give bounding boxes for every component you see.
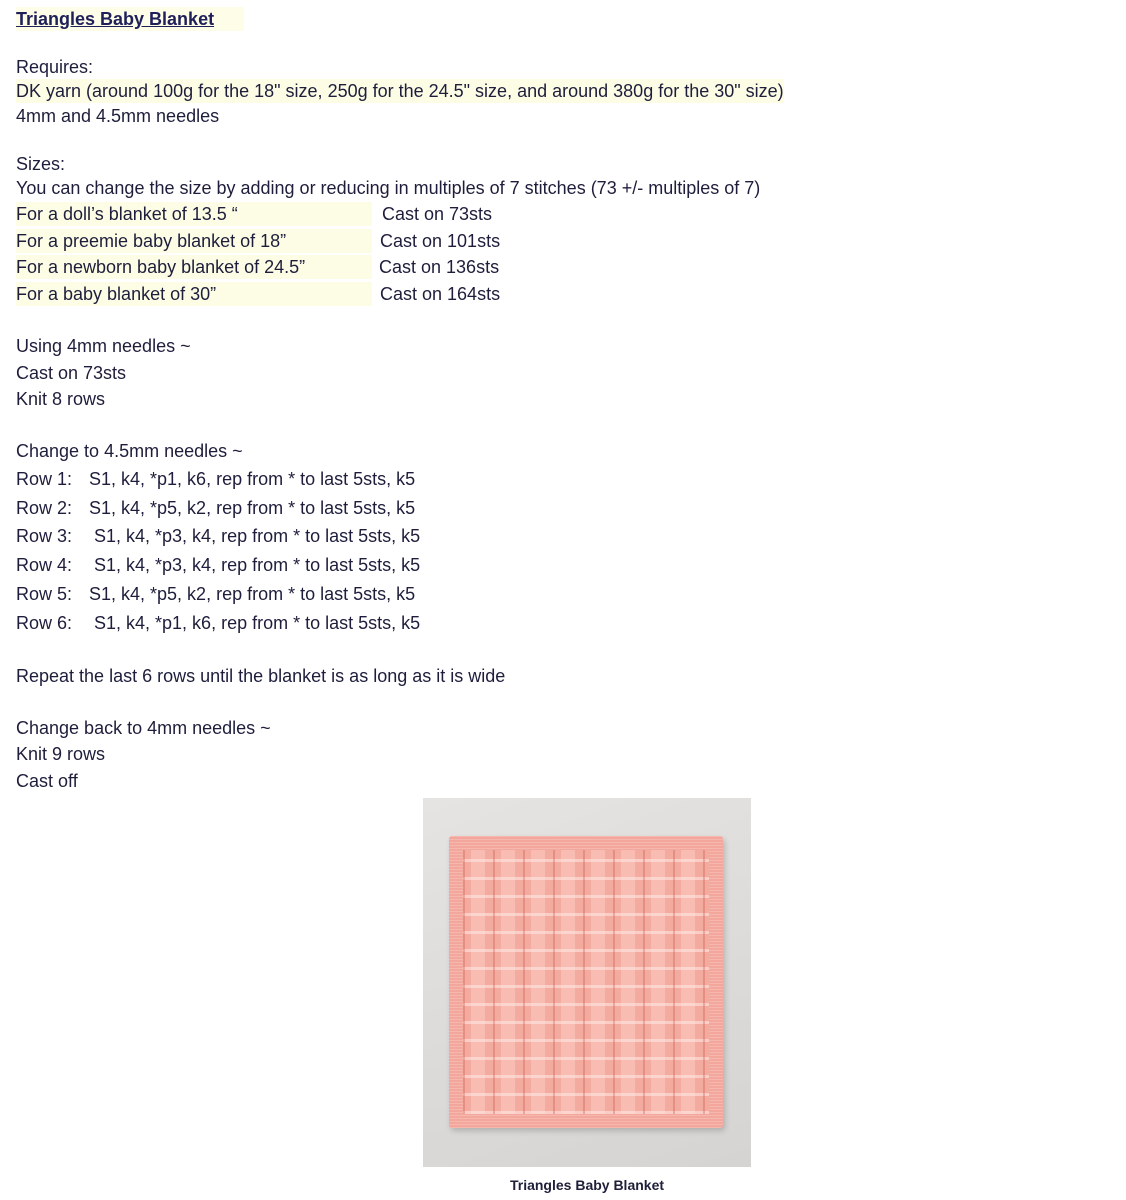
row-instruction-4: S1, k4, *p3, k4, rep from * to last 5sts, k5 — [94, 555, 421, 575]
start-needles: Using 4mm needles ~ — [16, 336, 191, 356]
size-value-doll: Cast on 73sts — [382, 204, 493, 224]
finish-cast-off: Cast off — [16, 771, 78, 791]
blanket-photo — [423, 798, 751, 1167]
row-instruction-1: S1, k4, *p1, k6, rep from * to last 5sts, k5 — [89, 469, 416, 489]
size-label-newborn: For a newborn baby blanket of 24.5” — [16, 255, 372, 279]
start-knit: Knit 8 rows — [16, 389, 106, 409]
requires-needles: 4mm and 4.5mm needles — [16, 106, 220, 126]
size-label-doll: For a doll’s blanket of 13.5 “ — [16, 202, 372, 226]
blanket-image — [449, 836, 723, 1128]
pattern-repeat: Repeat the last 6 rows until the blanket is as long as it is wide — [16, 666, 506, 686]
row-label-6: Row 6: — [16, 613, 73, 633]
requires-yarn: DK yarn (around 100g for the 18" size, 250g for the 24.5" size, and around 380g for the 30" size) — [16, 81, 784, 101]
row-label-4: Row 4: — [16, 555, 73, 575]
size-value-baby: Cast on 164sts — [380, 284, 501, 304]
row-instruction-6: S1, k4, *p1, k6, rep from * to last 5sts, k5 — [94, 613, 421, 633]
row-label-2: Row 2: — [16, 498, 73, 518]
row-label-3: Row 3: — [16, 526, 73, 546]
size-label-baby: For a baby blanket of 30” — [16, 282, 372, 306]
row-label-1: Row 1: — [16, 469, 73, 489]
photo-caption: Triangles Baby Blanket — [509, 1177, 665, 1193]
row-instruction-3: S1, k4, *p3, k4, rep from * to last 5sts, k5 — [94, 526, 421, 546]
sizes-note: You can change the size by adding or reducing in multiples of 7 stitches (73 +/- multiples of 7) — [16, 178, 761, 198]
requires-heading: Requires: — [16, 57, 94, 77]
size-value-preemie: Cast on 101sts — [380, 231, 501, 251]
finish-knit: Knit 9 rows — [16, 744, 106, 764]
pattern-title: Triangles Baby Blanket — [16, 7, 244, 31]
triangle-stitch-pattern — [463, 850, 709, 1114]
row-label-5: Row 5: — [16, 584, 73, 604]
pattern-change: Change to 4.5mm needles ~ — [16, 441, 243, 461]
finish-change: Change back to 4mm needles ~ — [16, 718, 271, 738]
size-value-newborn: Cast on 136sts — [379, 257, 500, 277]
size-label-preemie: For a preemie baby blanket of 18” — [16, 229, 372, 253]
sizes-heading: Sizes: — [16, 154, 66, 174]
start-cast-on: Cast on 73sts — [16, 363, 127, 383]
row-instruction-5: S1, k4, *p5, k2, rep from * to last 5sts, k5 — [89, 584, 416, 604]
row-instruction-2: S1, k4, *p5, k2, rep from * to last 5sts, k5 — [89, 498, 416, 518]
